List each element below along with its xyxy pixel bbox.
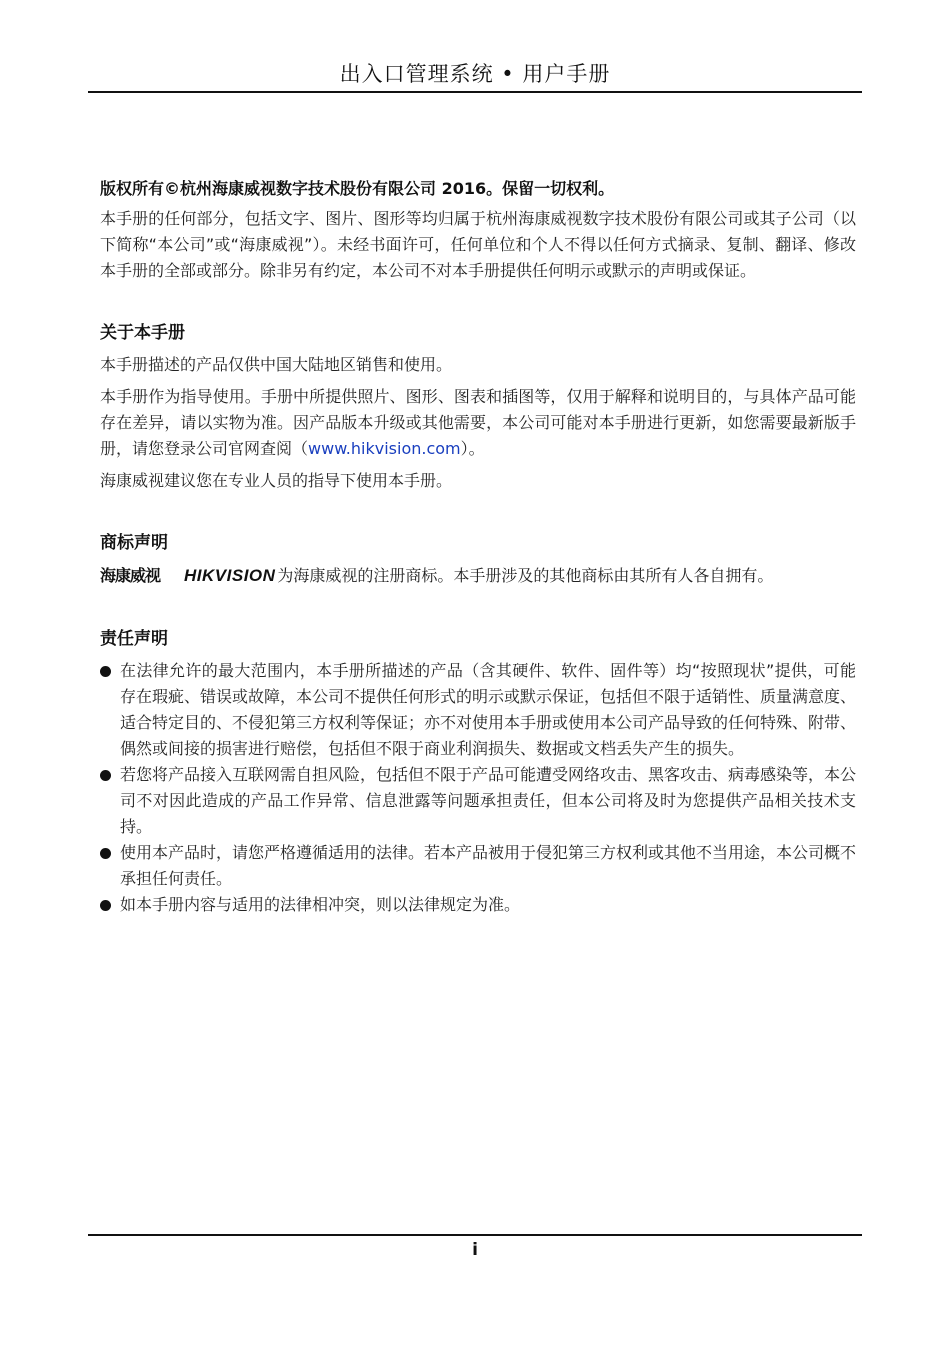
bullet-icon	[100, 900, 111, 911]
about-paragraph-1: 本手册描述的产品仅供中国大陆地区销售和使用。	[100, 355, 453, 374]
liability-heading: 责任声明	[100, 629, 168, 649]
about-paragraph-2	[100, 384, 856, 462]
about-heading: 关于本手册	[100, 323, 185, 343]
trademark-paragraph	[100, 562, 856, 590]
list-item	[100, 892, 856, 918]
list-item	[100, 658, 856, 762]
list-item	[100, 762, 856, 840]
list-item	[100, 840, 856, 892]
list-item-text: 使用本产品时，请您严格遵循适用的法律。若本产品被用于侵犯第三方权利或其他不当用途，本公司概不承担任何责任。	[120, 843, 857, 888]
hikvision-chinese-logo: 海康威视	[100, 566, 161, 585]
trademark-text: 为海康威视的注册商标。本手册涉及的其他商标由其所有人各自拥有。	[277, 566, 774, 585]
footer-rule	[88, 1234, 862, 1236]
list-item-text: 如本手册内容与适用的法律相冲突，则以法律规定为准。	[120, 895, 521, 914]
copyright-body: 本手册的任何部分，包括文字、图片、图形等均归属于杭州海康威视数字技术股份有限公司或其子公司（以下简称“本公司”或“海康威视”）。未经书面许可，任何单位和个人不得以任何方式摘录、复制、翻译、修改本手册的全部或部分。除非另有约定，本公司不对本手册提供任何明示或默示的声明或保证。	[100, 209, 856, 280]
hikvision-website-link[interactable]: www.hikvision.com	[308, 439, 461, 458]
hikvision-english-logo: HIKVISION	[184, 566, 276, 585]
bullet-icon	[100, 770, 111, 781]
page-number: i	[472, 1240, 478, 1260]
about-paragraph-3: 海康威视建议您在专业人员的指导下使用本手册。	[100, 471, 453, 490]
about-paragraph-2-text: 本手册作为指导使用。手册中所提供照片、图形、图表和插图等，仅用于解释和说明目的，与具体产品可能存在差异，请以实物为准。因产品版本升级或其他需要，本公司可能对本手册进行更新，如您需要最新版手册，请您登录公司官网查阅（	[100, 387, 856, 458]
trademark-heading: 商标声明	[100, 533, 168, 553]
liability-list	[100, 658, 856, 918]
list-item-text: 若您将产品接入互联网需自担风险，包括但不限于产品可能遭受网络攻击、黑客攻击、病毒感染等，本公司不对因此造成的产品工作异常、信息泄露等问题承担责任，但本公司将及时为您提供产品相关技术支持。	[120, 765, 857, 836]
list-item-text: 在法律允许的最大范围内，本手册所描述的产品（含其硬件、软件、固件等）均“按照现状”提供，可能存在瑕疵、错误或故障，本公司不提供任何形式的明示或默示保证，包括但不限于适销性、质量满意度、适合特定目的、不侵犯第三方权利等保证；亦不对使用本手册或使用本公司产品导致的任何特殊、附带、偶然或间接的损害进行赔偿，包括但不限于商业利润损失、数据或文档丢失产生的损失。	[120, 661, 857, 758]
document-body	[100, 176, 856, 918]
about-paragraph-2-end: ）。	[460, 439, 485, 458]
bullet-icon	[100, 666, 111, 677]
page-header-title: 出入口管理系统 • 用户手册	[339, 62, 611, 86]
copyright-line: 版权所有©杭州海康威视数字技术股份有限公司 2016。保留一切权利。	[100, 179, 615, 198]
bullet-icon	[100, 848, 111, 859]
header-rule	[88, 91, 862, 93]
